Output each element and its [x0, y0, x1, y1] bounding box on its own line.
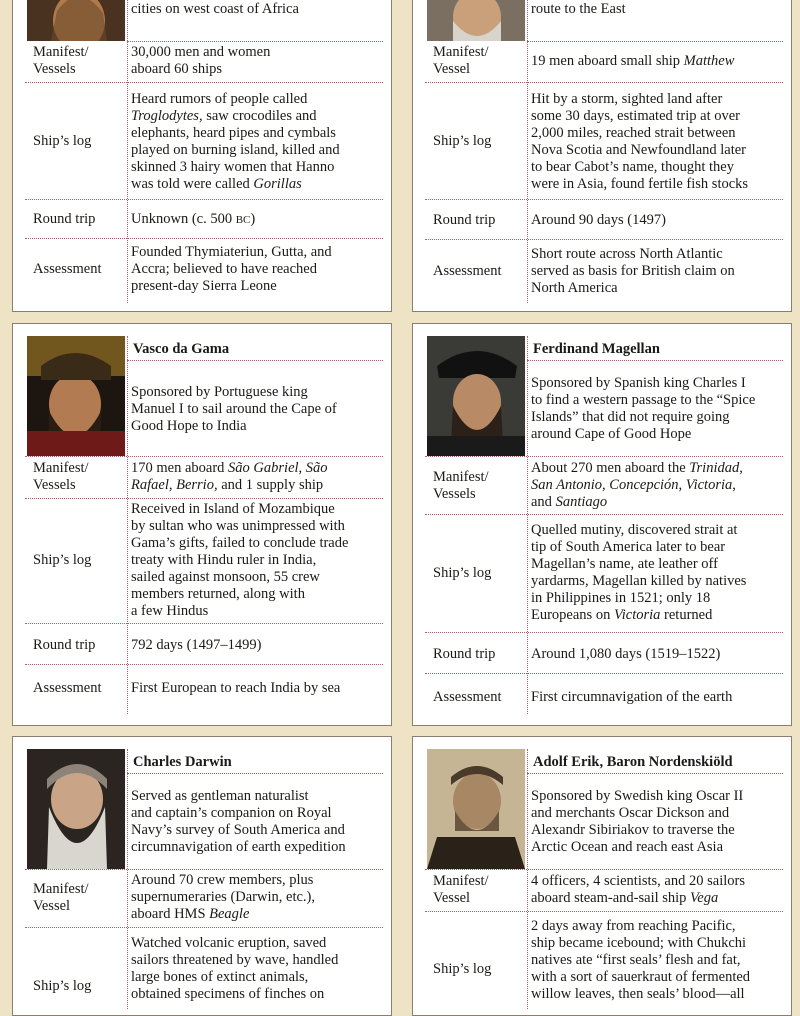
sponsor-text: Sponsored by Swedish king Oscar II and merchants Oscar Dickson and Alexandr Sibiriakov to traverse the Arctic Ocean and reach east Asia	[531, 788, 744, 855]
manifest-value: 19 men aboard small ship Matthew	[531, 53, 735, 69]
ships-log-value: Quelled mutiny, discovered strait at tip of South America later to bear Magellan’s name, ate leather off yardarms, Magellan killed by natives in Philippines in 1521; only 18 Europeans on Victoria returned	[531, 522, 747, 623]
ships-log-label: Ship’s log	[433, 961, 492, 977]
explorer-name: Charles Darwin	[133, 754, 232, 770]
assessment-value: First European to reach India by sea	[131, 680, 341, 696]
manifest-value: 4 officers, 4 scientists, and 20 sailors aboard steam-and-sail ship Vega	[531, 873, 745, 906]
round-trip-label: Round trip	[433, 212, 496, 228]
manifest-value: About 270 men aboard the Trinidad, San Antonio, Concepción, Victoria, and Santiago	[531, 460, 743, 510]
ships-log-value: Hit by a storm, sighted land after some 30 days, estimated trip at over 2,000 miles, reached strait between Nova Scotia and Newfoundland later to bear Cabot’s name, thought they were in Asia, found fertile fish stocks	[531, 91, 749, 192]
round-trip-value: Around 90 days (1497)	[531, 212, 666, 228]
manifest-value: 170 men aboard São Gabriel, São Rafael, Berrio, and 1 supply ship	[131, 460, 328, 493]
portrait-magellan	[427, 336, 525, 456]
explorer-card-darwin	[12, 736, 392, 1016]
round-trip-label: Round trip	[33, 637, 96, 653]
explorer-card-magellan	[412, 323, 792, 726]
round-trip-value: 792 days (1497–1499)	[131, 637, 262, 653]
sponsor-text: Served as gentleman naturalist and captain’s companion on Royal Navy’s survey of South America and circumnavigation of earth expedition	[131, 788, 346, 855]
ships-log-label: Ship’s log	[33, 978, 92, 994]
round-trip-label: Round trip	[433, 646, 496, 662]
assessment-label: Assessment	[33, 261, 102, 277]
ships-log-label: Ship’s log	[433, 133, 492, 149]
ships-log-label: Ship’s log	[33, 552, 92, 568]
portrait-darwin	[27, 749, 125, 869]
manifest-label: Manifest/ Vessel	[433, 873, 489, 906]
explorer-card-gama	[12, 323, 392, 726]
ships-log-value: Heard rumors of people called Troglodytes, saw crocodiles and elephants, heard pipes and cymbals played on burning island, killed and skinned 3 hairy women that Hanno was told were called Gorillas	[131, 91, 340, 192]
portrait-nordenskiold	[427, 749, 525, 869]
sponsor-text	[531, 1, 786, 18]
explorer-name: Vasco da Gama	[133, 341, 230, 357]
manifest-label: Manifest/ Vessels	[33, 460, 89, 493]
assessment-value: Founded Thymiateriun, Gutta, and Accra; believed to have reached present-day Sierra Leone	[131, 244, 332, 294]
manifest-value: 30,000 men and women aboard 60 ships	[131, 44, 271, 77]
ships-log-label: Ship’s log	[33, 133, 92, 149]
ships-log-label: Ship’s log	[433, 565, 492, 581]
round-trip-value: Unknown (c. 500 BC)	[131, 211, 256, 227]
manifest-value: Around 70 crew members, plus supernumeraries (Darwin, etc.), aboard HMS Beagle	[131, 872, 315, 922]
assessment-label: Assessment	[33, 680, 102, 696]
portrait-hanno	[27, 0, 125, 41]
sponsor-text: Sponsored by Spanish king Charles I to find a western passage to the “Spice Islands” that did not require going around Cape of Good Hope	[531, 375, 756, 442]
manifest-label: Manifest/ Vessel	[433, 44, 489, 77]
explorer-name: Adolf Erik, Baron Nordenskiöld	[533, 754, 733, 770]
explorer-card-hanno	[12, 0, 392, 312]
sponsor-line: cities on west coast of Africa	[131, 1, 299, 17]
ships-log-value: 2 days away from reaching Pacific, ship became icebound; with Chukchi natives ate “first seals’ flesh and fat, with a sort of sauerkraut of fermented willow leaves, then seals’ blood—all	[531, 918, 751, 1002]
sponsor-text	[131, 1, 386, 18]
round-trip-label: Round trip	[33, 211, 96, 227]
assessment-label: Assessment	[433, 263, 502, 279]
portrait-cabot	[427, 0, 525, 41]
explorer-card-nordenskiold	[412, 736, 792, 1016]
assessment-label: Assessment	[433, 689, 502, 705]
explorer-name: Ferdinand Magellan	[533, 341, 660, 357]
sponsor-text: Sponsored by Portuguese king Manuel I to sail around the Cape of Good Hope to India	[131, 384, 337, 434]
assessment-value: First circumnavigation of the earth	[531, 689, 733, 705]
sponsor-line: route to the East	[531, 1, 626, 17]
assessment-value: Short route across North Atlantic served as basis for British claim on North America	[531, 246, 735, 296]
explorer-card-cabot	[412, 0, 792, 312]
portrait-gama	[27, 336, 125, 456]
ships-log-value: Received in Island of Mozambique by sultan who was unimpressed with Gama’s gifts, failed to conclude trade treaty with Hindu ruler in India, sailed against monsoon, 55 crew members returned, along with a few Hindus	[131, 501, 349, 619]
round-trip-value: Around 1,080 days (1519–1522)	[531, 646, 721, 662]
manifest-label: Manifest/ Vessel	[33, 881, 89, 914]
manifest-label: Manifest/ Vessels	[33, 44, 89, 77]
manifest-label: Manifest/ Vessels	[433, 469, 489, 502]
ships-log-value: Watched volcanic eruption, saved sailors threatened by wave, handled large bones of extinct animals, obtained specimens of finches on	[131, 935, 339, 1002]
